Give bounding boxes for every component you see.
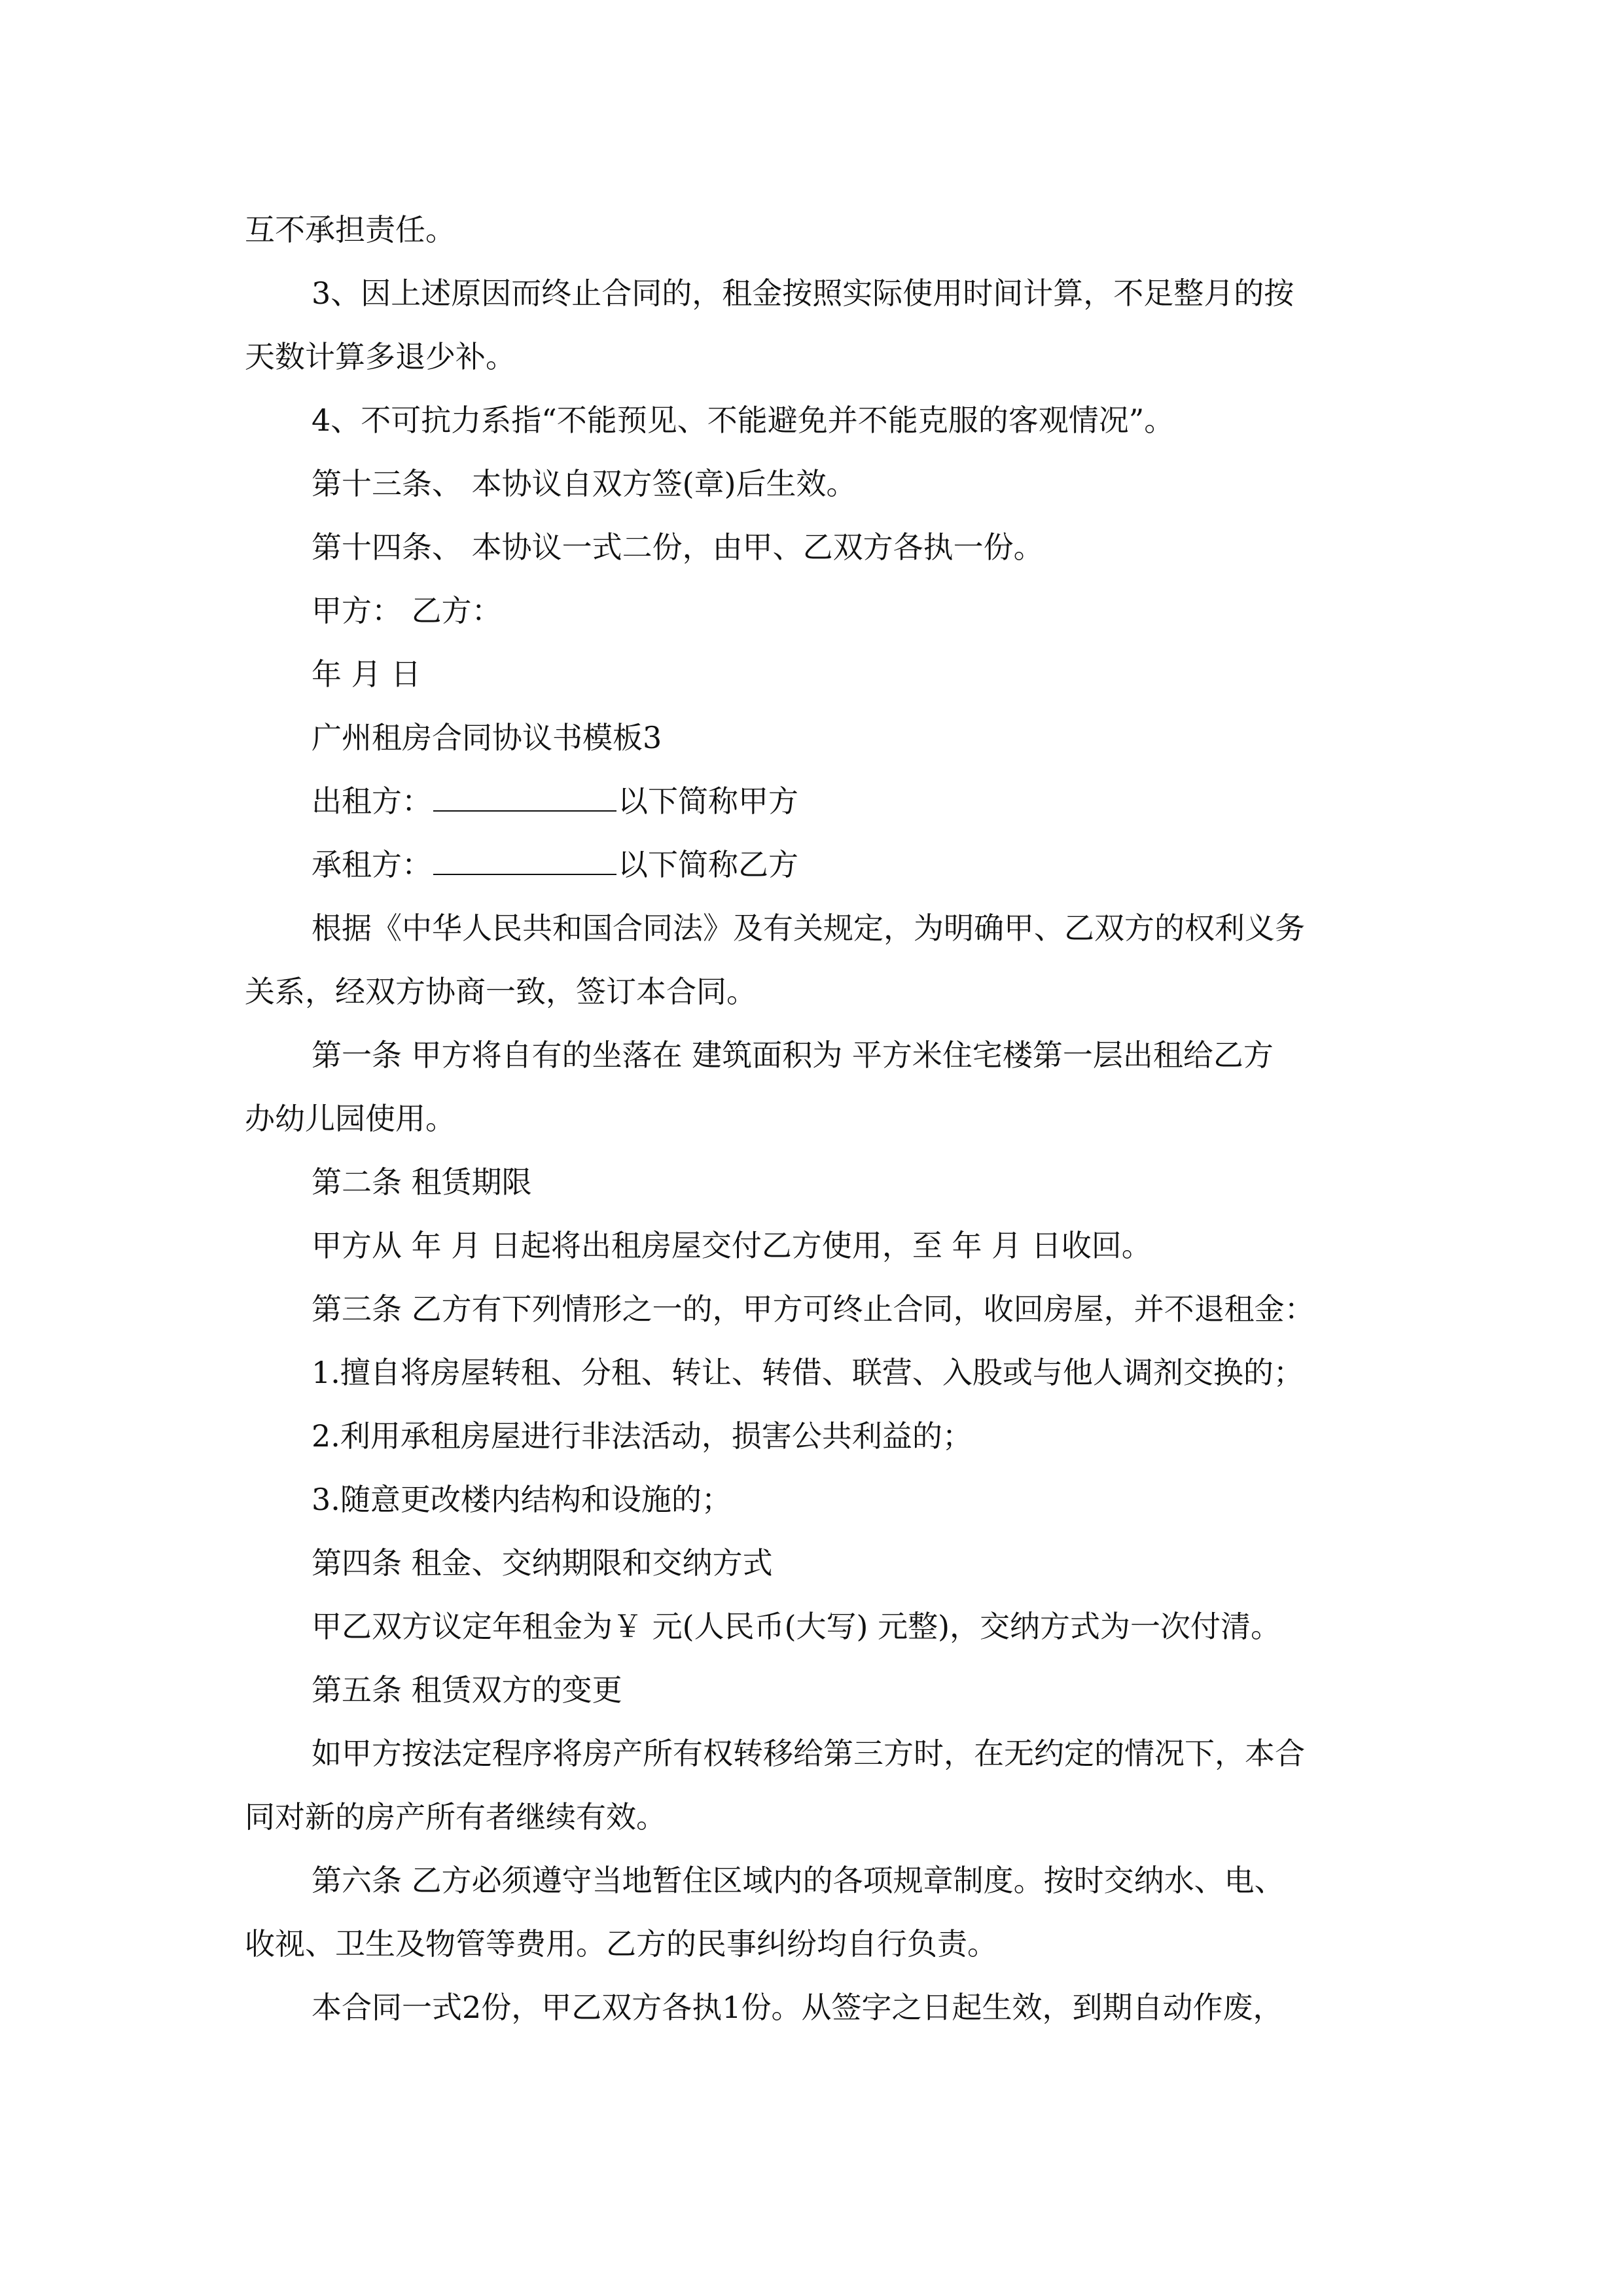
text-line: 第一条 甲方将自有的坐落在 建筑面积为 平方米住宅楼第一层出租给乙方 [312, 1037, 1274, 1073]
text-line: 互不承担责任。 [245, 212, 455, 247]
text-line: 本合同一式2份，甲乙双方各执1份。从签字之日起生效，到期自动作废， [312, 1990, 1283, 2025]
text-line: 第十三条、 本协议自双方签(章)后生效。 [312, 466, 857, 501]
text-line: 甲方从 年 月 日起将出租房屋交付乙方使用，至 年 月 日收回。 [312, 1228, 1152, 1263]
text-line: 第三条 乙方有下列情形之一的，甲方可终止合同，收回房屋，并不退租金： [312, 1291, 1315, 1327]
section-heading: 广州租房合同协议书模板3 [312, 720, 662, 755]
text-line: 办幼儿园使用。 [245, 1101, 455, 1136]
text-line: 1.擅自将房屋转租、分租、转让、转借、联营、入股或与他人调剂交换的； [312, 1355, 1304, 1390]
lessor-blank [433, 771, 616, 812]
text-line: 第五条 租赁双方的变更 [312, 1672, 622, 1708]
text-line: 如甲方按法定程序将房产所有权转移给第三方时，在无约定的情况下，本合 [312, 1736, 1305, 1771]
text-line: 第二条 租赁期限 [312, 1164, 532, 1200]
text-line: 根据《中华人民共和国合同法》及有关规定，为明确甲、乙双方的权利义务 [312, 910, 1305, 946]
text-line: 第六条 乙方必须遵守当地暂住区域内的各项规章制度。按时交纳水、电、 [312, 1863, 1285, 1898]
text-line: 年 月 日 [312, 656, 421, 692]
text-line: 第四条 租金、交纳期限和交纳方式 [312, 1545, 773, 1581]
lessee-line [312, 833, 798, 897]
lessee-blank [433, 834, 616, 875]
text-line: 同对新的房产所有者继续有效。 [245, 1799, 666, 1835]
text-line: 收视、卫生及物管等费用。乙方的民事纠纷均自行负责。 [245, 1926, 997, 1962]
lessor-label: 出租方： [312, 783, 432, 819]
text-line: 3.随意更改楼内结构和设施的； [312, 1482, 732, 1517]
text-line: 4、不可抗力系指“不能预见、不能避免并不能克服的客观情况”。 [312, 403, 1175, 438]
text-line: 甲乙双方议定年租金为￥ 元(人民币(大写) 元整)，交纳方式为一次付清。 [312, 1609, 1281, 1644]
lessee-note: 以下简称乙方 [618, 847, 798, 882]
text-line: 关系，经双方协商一致，签订本合同。 [245, 974, 757, 1009]
text-line: 甲方： 乙方： [312, 593, 502, 628]
text-line: 2.利用承租房屋进行非法活动，损害公共利益的； [312, 1418, 972, 1454]
lessee-label: 承租方： [312, 847, 432, 882]
document-body [245, 0, 1387, 2296]
text-line: 第十四条、 本协议一式二份，由甲、乙双方各执一份。 [312, 529, 1044, 565]
text-line: 天数计算多退少补。 [245, 339, 516, 374]
lessor-note: 以下简称甲方 [618, 783, 798, 819]
text-line: 3、因上述原因而终止合同的，租金按照实际使用时间计算，不足整月的按 [312, 276, 1294, 311]
lessor-line [312, 770, 798, 833]
